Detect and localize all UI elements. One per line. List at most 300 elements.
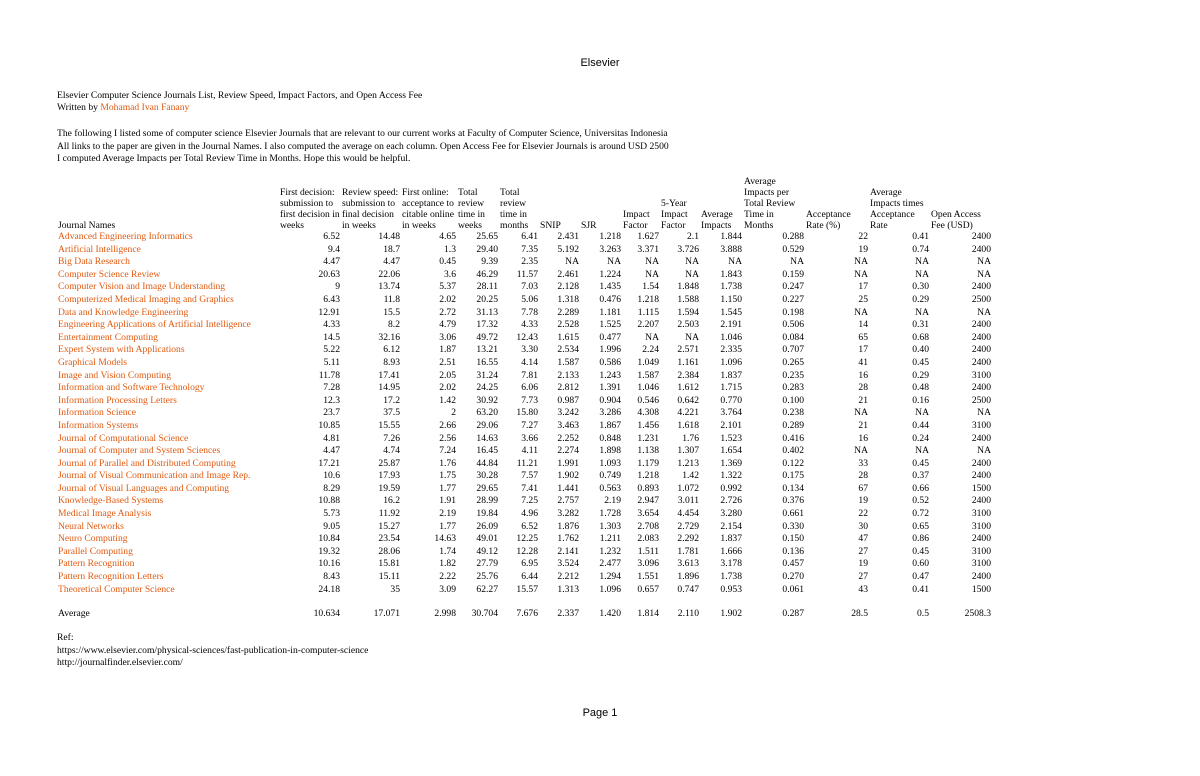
table-cell: 16 bbox=[858, 432, 868, 444]
table-cell: 6.41 bbox=[521, 231, 538, 242]
written-by-label: Written by bbox=[57, 102, 98, 113]
table-cell: 3.371 bbox=[637, 243, 659, 255]
table-cell: 4.14 bbox=[521, 356, 538, 368]
table-cell: 49.01 bbox=[476, 533, 498, 545]
table-cell: 25.87 bbox=[378, 457, 400, 469]
table-cell: 16.2 bbox=[383, 495, 400, 507]
table-cell: 7.28 bbox=[323, 382, 340, 394]
table-cell: 2400 bbox=[971, 331, 991, 343]
table-cell: 0.506 bbox=[782, 319, 804, 331]
table-cell: 0.546 bbox=[637, 394, 659, 406]
table-cell: 17 bbox=[858, 344, 868, 356]
table-cell: 1.322 bbox=[720, 470, 742, 482]
table-cell: 1.42 bbox=[682, 470, 699, 482]
journal-name-link[interactable]: Computerized Medical Imaging and Graphics bbox=[58, 293, 234, 305]
table-cell: 37.5 bbox=[383, 407, 400, 419]
table-cell: 1.046 bbox=[720, 331, 742, 343]
journal-name-link[interactable]: Journal of Computer and System Sciences bbox=[58, 445, 221, 457]
table-cell: 2.534 bbox=[557, 344, 579, 356]
table-cell: 4.308 bbox=[637, 407, 659, 419]
table-cell: 1.898 bbox=[599, 445, 621, 457]
table-cell: 1.87 bbox=[439, 344, 456, 356]
table-cell: 2.477 bbox=[599, 558, 621, 570]
table-row bbox=[57, 433, 992, 446]
table-cell: 47 bbox=[858, 533, 868, 545]
table-cell: 28.5 bbox=[851, 608, 868, 620]
table-cell: 5.06 bbox=[521, 293, 538, 305]
table-cell: NA bbox=[607, 256, 621, 268]
journal-name-link[interactable]: Graphical Models bbox=[58, 356, 128, 368]
col-header-open-access-fee: Open Access Fee (USD) bbox=[931, 209, 981, 231]
table-cell: 8.43 bbox=[323, 571, 340, 583]
table-cell: 4.96 bbox=[521, 508, 538, 520]
table-cell: 1.837 bbox=[720, 533, 742, 545]
table-cell: 0.235 bbox=[782, 369, 804, 381]
table-cell: 1.318 bbox=[557, 293, 579, 305]
table-cell: 1.525 bbox=[599, 319, 621, 331]
table-cell: 7.57 bbox=[521, 470, 538, 482]
refs-label: Ref: bbox=[57, 632, 74, 643]
table-cell: 2.51 bbox=[439, 356, 456, 368]
journal-name-link[interactable]: Journal of Computational Science bbox=[58, 432, 189, 444]
table-cell: 49.72 bbox=[476, 331, 498, 343]
table-cell: 19.84 bbox=[476, 508, 498, 520]
table-cell: 10.88 bbox=[318, 495, 340, 507]
table-cell: 19 bbox=[858, 243, 868, 255]
table-cell: 0.661 bbox=[782, 508, 804, 520]
col-header-5year-impact: 5-Year Impact Factor bbox=[661, 198, 688, 231]
table-row bbox=[57, 344, 992, 357]
journal-name-link[interactable]: Pattern Recognition bbox=[58, 558, 135, 570]
table-cell: 7.35 bbox=[521, 243, 538, 255]
table-row bbox=[57, 483, 992, 496]
table-cell: NA bbox=[854, 407, 868, 419]
table-cell: 0.529 bbox=[782, 243, 804, 255]
journal-name-link[interactable]: Medical Image Analysis bbox=[58, 508, 152, 520]
table-cell: 7.03 bbox=[521, 281, 538, 293]
table-cell: 19 bbox=[858, 495, 868, 507]
table-cell: 1.75 bbox=[439, 470, 456, 482]
table-cell: 9.05 bbox=[323, 520, 340, 532]
table-cell: 0.198 bbox=[782, 306, 804, 318]
table-cell: 1.243 bbox=[599, 369, 621, 381]
table-cell: 49.12 bbox=[476, 545, 498, 557]
table-cell: 0.747 bbox=[677, 583, 699, 595]
journal-name-link[interactable]: Journal of Visual Communication and Image Rep. bbox=[58, 470, 251, 482]
table-cell: 0.37 bbox=[912, 470, 929, 482]
table-cell: 2.083 bbox=[637, 533, 659, 545]
table-cell: 1.096 bbox=[720, 356, 742, 368]
col-header-total-review-weeks: Total review time in weeks bbox=[458, 187, 485, 231]
table-cell: 0.60 bbox=[912, 558, 929, 570]
table-cell: 5.192 bbox=[557, 243, 579, 255]
table-cell: 1.843 bbox=[720, 268, 742, 280]
table-cell: 1.588 bbox=[677, 293, 699, 305]
journal-name-link[interactable]: Computer Vision and Image Understanding bbox=[58, 281, 226, 293]
table-cell: 2.56 bbox=[439, 432, 456, 444]
journal-name-link[interactable]: Computer Science Review bbox=[58, 268, 161, 280]
table-row bbox=[57, 307, 992, 320]
table-cell: 26.09 bbox=[476, 520, 498, 532]
table-row bbox=[57, 495, 992, 508]
table-cell: 2400 bbox=[971, 457, 991, 469]
table-cell: 35 bbox=[390, 583, 400, 595]
table-cell: 1.42 bbox=[439, 394, 456, 406]
table-cell: 2400 bbox=[971, 356, 991, 368]
table-cell: 1.781 bbox=[677, 545, 699, 557]
table-cell: 2.154 bbox=[720, 520, 742, 532]
table-cell: 16 bbox=[858, 369, 868, 381]
table-cell: 2.503 bbox=[677, 319, 699, 331]
page-header-title: Elsevier bbox=[580, 57, 620, 69]
table-header-row bbox=[57, 176, 992, 231]
table-row bbox=[57, 395, 992, 408]
table-cell: 2.335 bbox=[720, 344, 742, 356]
table-cell: 3.09 bbox=[439, 583, 456, 595]
table-cell: 20.25 bbox=[476, 293, 498, 305]
table-cell: 0.136 bbox=[782, 545, 804, 557]
table-cell: 65 bbox=[858, 331, 868, 343]
table-cell: 6.12 bbox=[383, 344, 400, 356]
table-cell: NA bbox=[645, 331, 659, 343]
journal-name-link[interactable]: Expert System with Applications bbox=[58, 344, 185, 356]
table-cell: 0.270 bbox=[782, 571, 804, 583]
table-cell: 30.92 bbox=[476, 394, 498, 406]
table-cell: 21 bbox=[858, 419, 868, 431]
author-link[interactable]: Mohamad Ivan Fanany bbox=[100, 102, 190, 113]
table-cell: 3100 bbox=[971, 369, 991, 381]
table-cell: 12.25 bbox=[516, 533, 538, 545]
table-cell: 17.21 bbox=[318, 457, 340, 469]
table-cell: 1.435 bbox=[599, 281, 621, 293]
table-cell: 0.893 bbox=[637, 482, 659, 494]
table-cell: 0.24 bbox=[912, 432, 929, 444]
table-cell: 30.704 bbox=[471, 608, 498, 620]
table-cell: 0.992 bbox=[720, 482, 742, 494]
journal-name-link[interactable]: Big Data Research bbox=[58, 256, 130, 268]
table-cell: NA bbox=[790, 256, 804, 268]
table-cell: 0.953 bbox=[720, 583, 742, 595]
table-cell: NA bbox=[685, 268, 699, 280]
table-cell: 14.5 bbox=[323, 331, 340, 343]
table-cell: 12.28 bbox=[516, 545, 538, 557]
journal-name-link[interactable]: Information Science bbox=[58, 407, 137, 419]
table-cell: 1.218 bbox=[637, 293, 659, 305]
average-label: Average bbox=[58, 608, 90, 620]
table-cell: 20.63 bbox=[318, 268, 340, 280]
table-cell: 0.41 bbox=[912, 583, 929, 595]
table-cell: 0.987 bbox=[557, 394, 579, 406]
table-cell: 1.072 bbox=[677, 482, 699, 494]
table-cell: 0.457 bbox=[782, 558, 804, 570]
journal-name-link[interactable]: Information Systems bbox=[58, 419, 139, 431]
table-cell: 15.81 bbox=[378, 558, 400, 570]
table-cell: 16.55 bbox=[476, 356, 498, 368]
table-cell: 1.096 bbox=[599, 583, 621, 595]
journal-name-link[interactable]: Parallel Computing bbox=[58, 545, 133, 557]
table-cell: 12.3 bbox=[323, 394, 340, 406]
table-cell: 3.463 bbox=[557, 419, 579, 431]
table-cell: 2.708 bbox=[637, 520, 659, 532]
table-cell: 1.218 bbox=[637, 470, 659, 482]
table-cell: 7.676 bbox=[516, 608, 538, 620]
table-cell: 1.867 bbox=[599, 419, 621, 431]
table-cell: 0.247 bbox=[782, 281, 804, 293]
table-cell: 27.79 bbox=[476, 558, 498, 570]
journal-name-link[interactable]: Neural Networks bbox=[58, 520, 124, 532]
table-cell: 1.76 bbox=[682, 432, 699, 444]
table-cell: 2.19 bbox=[604, 495, 621, 507]
table-cell: 0.30 bbox=[912, 281, 929, 293]
table-cell: 2.252 bbox=[557, 432, 579, 444]
table-cell: 3100 bbox=[971, 520, 991, 532]
table-row bbox=[57, 521, 992, 534]
table-cell: 1.138 bbox=[637, 445, 659, 457]
table-cell: 1.545 bbox=[720, 306, 742, 318]
table-cell: 10.85 bbox=[318, 419, 340, 431]
table-cell: 19.32 bbox=[318, 545, 340, 557]
table-cell: 0.100 bbox=[782, 394, 804, 406]
col-header-snip: SNIP bbox=[540, 220, 561, 231]
table-cell: 17.32 bbox=[476, 319, 498, 331]
table-cell: 0.563 bbox=[599, 482, 621, 494]
table-cell: 4.221 bbox=[677, 407, 699, 419]
table-cell: 1.213 bbox=[677, 457, 699, 469]
table-cell: 8.93 bbox=[383, 356, 400, 368]
table-cell: 0.904 bbox=[599, 394, 621, 406]
table-cell: 2.289 bbox=[557, 306, 579, 318]
table-cell: 1.294 bbox=[599, 571, 621, 583]
table-cell: 7.73 bbox=[521, 394, 538, 406]
table-cell: 27 bbox=[858, 545, 868, 557]
table-cell: 2.05 bbox=[439, 369, 456, 381]
table-row bbox=[57, 546, 992, 559]
table-cell: 21 bbox=[858, 394, 868, 406]
table-row bbox=[57, 370, 992, 383]
table-cell: 0.416 bbox=[782, 432, 804, 444]
journal-name-link[interactable]: Engineering Applications of Artificial Intelligence bbox=[58, 319, 251, 331]
table-cell: 25.65 bbox=[476, 231, 498, 242]
table-cell: 3.66 bbox=[521, 432, 538, 444]
table-cell: 7.81 bbox=[521, 369, 538, 381]
table-cell: 0.476 bbox=[599, 293, 621, 305]
journal-name-link[interactable]: Pattern Recognition Letters bbox=[58, 571, 164, 583]
table-cell: 17.93 bbox=[378, 470, 400, 482]
table-cell: 1.74 bbox=[439, 545, 456, 557]
table-cell: 0.16 bbox=[912, 394, 929, 406]
table-cell: 2.274 bbox=[557, 445, 579, 457]
table-cell: 1.523 bbox=[720, 432, 742, 444]
table-cell: 4.454 bbox=[677, 508, 699, 520]
table-cell: 3.282 bbox=[557, 508, 579, 520]
journal-name-link[interactable]: Information and Software Technology bbox=[58, 382, 205, 394]
intro-line-1: The following I listed some of computer science Elsevier Journals that are relevant to our current works at Faculty of Computer Science, Universitas Indonesia bbox=[57, 128, 668, 139]
table-cell: 3.888 bbox=[720, 243, 742, 255]
table-cell: NA bbox=[977, 306, 991, 318]
table-cell: 2400 bbox=[971, 470, 991, 482]
table-cell: 3.178 bbox=[720, 558, 742, 570]
table-cell: 2.128 bbox=[557, 281, 579, 293]
table-cell: 1.594 bbox=[677, 306, 699, 318]
table-cell: 0.477 bbox=[599, 331, 621, 343]
table-cell: 2.35 bbox=[521, 256, 538, 268]
table-cell: 16.45 bbox=[476, 445, 498, 457]
col-header-review-speed: Review speed: submission to final decision in weeks bbox=[342, 187, 399, 231]
table-row bbox=[57, 281, 992, 294]
table-cell: 0.41 bbox=[912, 231, 929, 242]
table-cell: NA bbox=[645, 256, 659, 268]
table-cell: 1.996 bbox=[599, 344, 621, 356]
table-cell: 2.02 bbox=[439, 293, 456, 305]
table-cell: 1.902 bbox=[720, 608, 742, 620]
journal-name-link[interactable]: Neuro Computing bbox=[58, 533, 128, 545]
ref-link-2[interactable]: http://journalfinder.elsevier.com/ bbox=[57, 657, 183, 668]
journal-name-link[interactable]: Journal of Parallel and Distributed Computing bbox=[58, 457, 236, 469]
journal-name-link[interactable]: Data and Knowledge Engineering bbox=[58, 306, 189, 318]
table-cell: 1.76 bbox=[439, 457, 456, 469]
table-cell: 3.280 bbox=[720, 508, 742, 520]
table-cell: 1.814 bbox=[637, 608, 659, 620]
table-cell: 14 bbox=[858, 319, 868, 331]
table-cell: NA bbox=[977, 256, 991, 268]
journal-name-link[interactable]: Information Processing Letters bbox=[58, 394, 177, 406]
journal-name-link[interactable]: Theoretical Computer Science bbox=[58, 583, 175, 595]
journal-name-link[interactable]: Knowledge-Based Systems bbox=[58, 495, 164, 507]
table-cell: 15.11 bbox=[378, 571, 400, 583]
table-cell: 2400 bbox=[971, 571, 991, 583]
table-cell: 5.11 bbox=[323, 356, 340, 368]
table-cell: 1.181 bbox=[599, 306, 621, 318]
table-cell: 2.431 bbox=[557, 231, 579, 242]
document-title: Elsevier Computer Science Journals List, Review Speed, Impact Factors, and Open Access Fee bbox=[57, 90, 423, 101]
table-cell: 2.461 bbox=[557, 268, 579, 280]
table-cell: 1.150 bbox=[720, 293, 742, 305]
table-cell: NA bbox=[915, 256, 929, 268]
table-cell: 13.21 bbox=[476, 344, 498, 356]
author-line bbox=[57, 102, 189, 113]
table-cell: 12.43 bbox=[516, 331, 538, 343]
table-cell: 1.902 bbox=[557, 470, 579, 482]
table-cell: 28.06 bbox=[378, 545, 400, 557]
table-cell: 4.11 bbox=[521, 445, 538, 457]
table-cell: 2500 bbox=[971, 293, 991, 305]
intro-line-3: I computed Average Impacts per Total Review Time in Months. Hope this would be helpful. bbox=[57, 153, 411, 164]
table-cell: 17.071 bbox=[373, 608, 400, 620]
journal-name-link[interactable]: Image and Vision Computing bbox=[58, 369, 172, 381]
table-cell: 7.25 bbox=[521, 495, 538, 507]
table-cell: 46.29 bbox=[476, 268, 498, 280]
table-cell: NA bbox=[915, 445, 929, 457]
table-cell: 11.8 bbox=[383, 293, 400, 305]
journal-name-link[interactable]: Artificial Intelligence bbox=[58, 243, 141, 255]
table-cell: 1.991 bbox=[557, 457, 579, 469]
table-cell: 0.707 bbox=[782, 344, 804, 356]
table-cell: NA bbox=[728, 256, 742, 268]
table-cell: 19 bbox=[858, 558, 868, 570]
table-cell: 7.78 bbox=[521, 306, 538, 318]
table-row bbox=[57, 584, 992, 597]
table-cell: 1.77 bbox=[439, 482, 456, 494]
table-cell: 0.29 bbox=[912, 293, 929, 305]
table-cell: 9.39 bbox=[481, 256, 498, 268]
table-cell: 0.45 bbox=[912, 457, 929, 469]
table-cell: 15.57 bbox=[516, 583, 538, 595]
table-cell: 33 bbox=[858, 457, 868, 469]
table-cell: 14.63 bbox=[434, 533, 456, 545]
table-cell: 2400 bbox=[971, 281, 991, 293]
table-cell: 2.101 bbox=[720, 419, 742, 431]
table-row bbox=[57, 571, 992, 584]
table-cell: 1.211 bbox=[599, 533, 621, 545]
table-cell: NA bbox=[915, 407, 929, 419]
table-cell: 13.74 bbox=[378, 281, 400, 293]
table-cell: 23.7 bbox=[323, 407, 340, 419]
table-cell: 28 bbox=[858, 382, 868, 394]
table-cell: 28 bbox=[858, 470, 868, 482]
table-cell: 0.061 bbox=[782, 583, 804, 595]
table-cell: 24.25 bbox=[476, 382, 498, 394]
journal-name-link[interactable]: Entertainment Computing bbox=[58, 331, 158, 343]
table-cell: 2.292 bbox=[677, 533, 699, 545]
table-cell: 4.65 bbox=[439, 231, 456, 242]
table-cell: 22 bbox=[858, 508, 868, 520]
table-cell: 1.587 bbox=[557, 356, 579, 368]
col-header-sjr: SJR bbox=[581, 220, 597, 231]
table-cell: 2400 bbox=[971, 344, 991, 356]
table-cell: 1.91 bbox=[439, 495, 456, 507]
table-cell: 1.837 bbox=[720, 369, 742, 381]
average-row bbox=[57, 596, 992, 621]
table-row bbox=[57, 445, 992, 458]
table-cell: 14.63 bbox=[476, 432, 498, 444]
table-cell: NA bbox=[977, 445, 991, 457]
table-cell: 0.44 bbox=[912, 419, 929, 431]
table-cell: 6.06 bbox=[521, 382, 538, 394]
table-cell: 4.79 bbox=[439, 319, 456, 331]
table-cell: 1.738 bbox=[720, 571, 742, 583]
table-cell: 8.29 bbox=[323, 482, 340, 494]
table-cell: 0.848 bbox=[599, 432, 621, 444]
table-cell: 22 bbox=[858, 231, 868, 242]
table-cell: 0.31 bbox=[912, 319, 929, 331]
table-cell: 6.52 bbox=[323, 231, 340, 242]
table-cell: 14.95 bbox=[378, 382, 400, 394]
table-row bbox=[57, 357, 992, 370]
table-cell: 1.049 bbox=[637, 356, 659, 368]
table-cell: 2 bbox=[451, 407, 456, 419]
table-cell: 1.54 bbox=[642, 281, 659, 293]
intro-line-2: All links to the paper are given in the Journal Names. I also computed the average on each column. Open Access Fee for Elsevier Journals is around USD 2500 bbox=[57, 141, 669, 152]
table-cell: NA bbox=[977, 268, 991, 280]
table-cell: 0.52 bbox=[912, 495, 929, 507]
table-cell: 1.307 bbox=[677, 445, 699, 457]
ref-link-1[interactable]: https://www.elsevier.com/physical-sciences/fast-publication-in-computer-science bbox=[57, 645, 369, 656]
col-header-impacts-per-review: Average Impacts per Total Review Time in Months bbox=[744, 176, 796, 231]
journal-name-link[interactable]: Journal of Visual Languages and Computing bbox=[58, 482, 230, 494]
table-cell: 2.191 bbox=[720, 319, 742, 331]
table-row bbox=[57, 470, 992, 483]
col-header-acceptance-rate: Acceptance Rate (%) bbox=[806, 209, 851, 231]
table-cell: 0.330 bbox=[782, 520, 804, 532]
table-cell: 5.37 bbox=[439, 281, 456, 293]
table-cell: 0.159 bbox=[782, 268, 804, 280]
journal-name-link[interactable]: Advanced Engineering Informatics bbox=[58, 231, 193, 242]
table-cell: 1.551 bbox=[637, 571, 659, 583]
table-cell: 1.738 bbox=[720, 281, 742, 293]
table-cell: 6.95 bbox=[521, 558, 538, 570]
table-cell: 3.286 bbox=[599, 407, 621, 419]
table-cell: 0.45 bbox=[439, 256, 456, 268]
